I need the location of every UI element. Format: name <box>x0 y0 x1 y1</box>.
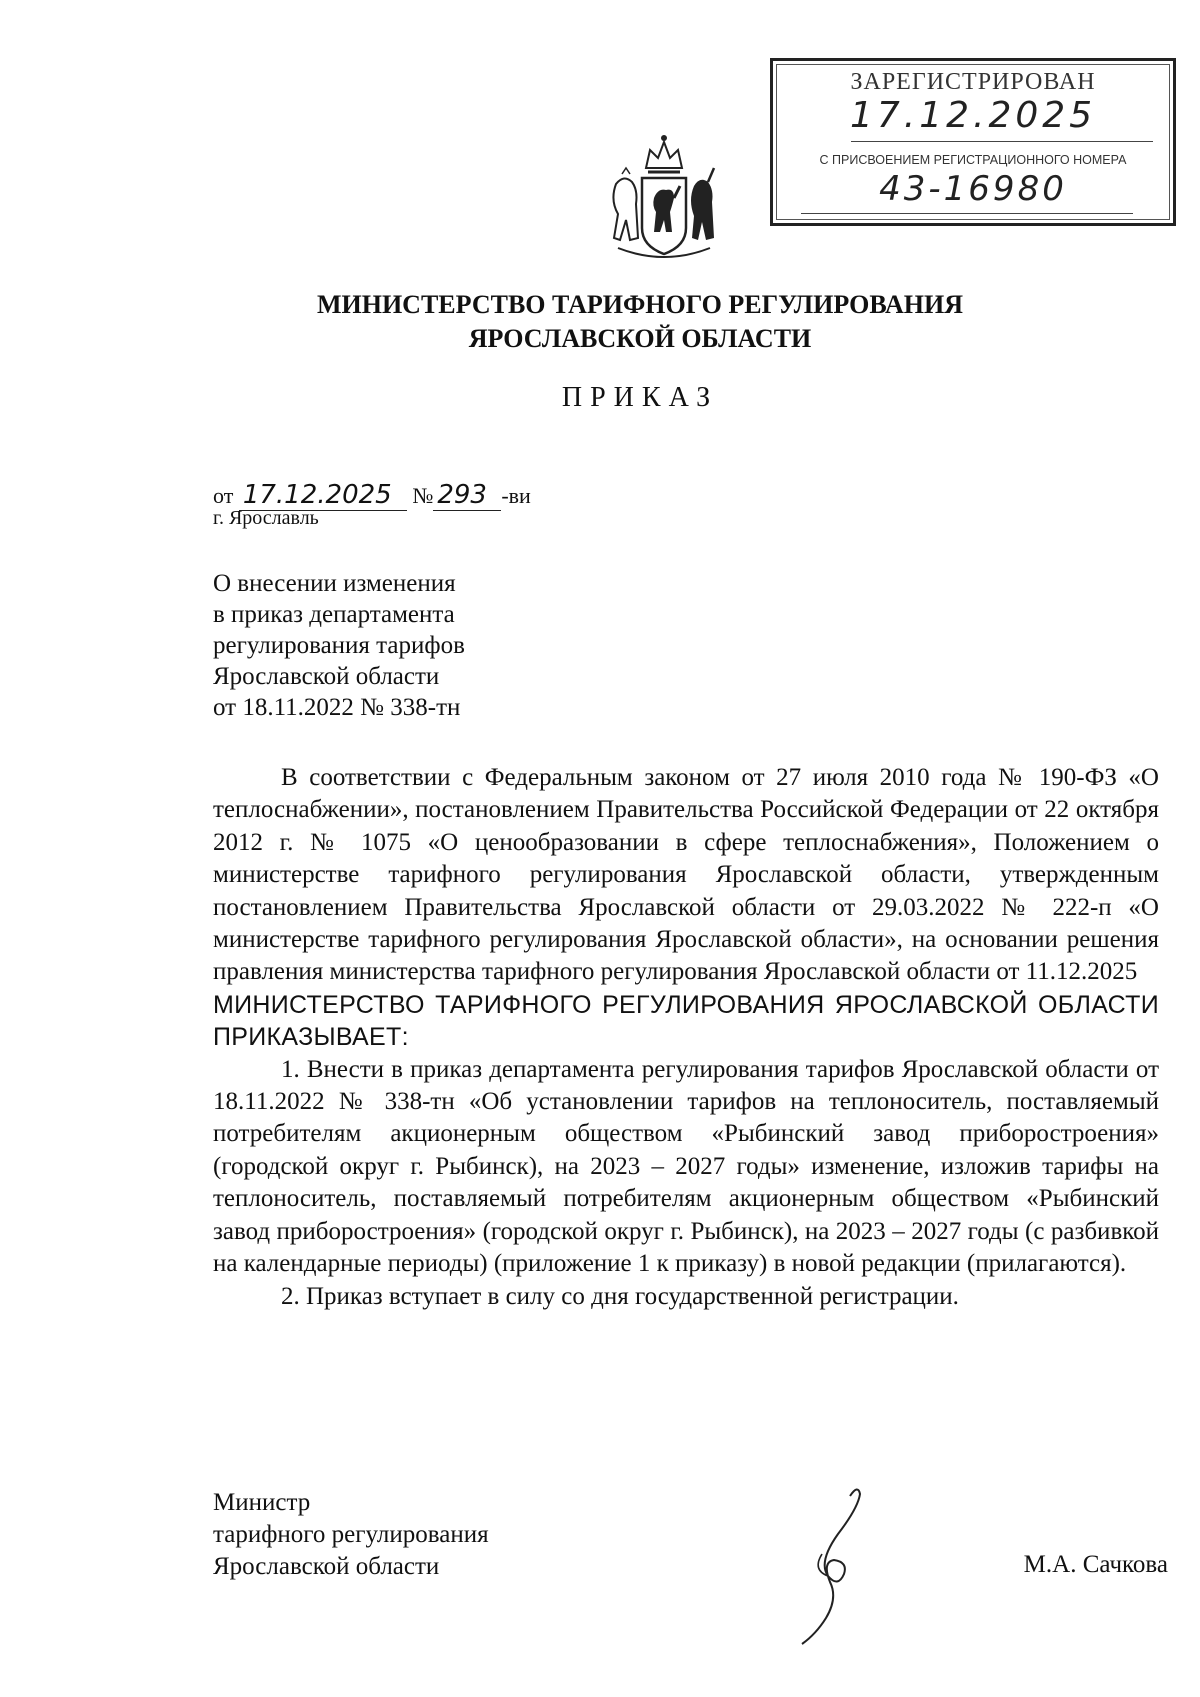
signatory-title-line: Министр <box>213 1489 311 1516</box>
order-item-1: 1. Внести в приказ департамента регулирования тарифов Ярославской области от 18.11.2022 № 338-тн «Об установлении тарифов на теплоноситель, поставляемый потребителям акционерным обществом «Рыбинский завод приборостроения» (городской округ г. Рыбинск), на 2023 – 2027 годы» изменение, изложив тарифы на теплоноситель, поставляемый потребителям акционерным обществом «Рыбинский завод приборостроения» (городской округ г. Рыбинск), на 2023 – 2027 годы (с разбивкой на календарные периоды) (приложение 1 к приказу) в новой редакции (прилагаются). <box>213 1055 1159 1278</box>
order-subject <box>213 568 465 723</box>
subject-line: регулирования тарифов <box>213 632 465 659</box>
order-from-label: от <box>213 483 234 508</box>
signatory-title-line: тарифного регулирования <box>213 1521 489 1548</box>
decree-statement: МИНИСТЕРСТВО ТАРИФНОГО РЕГУЛИРОВАНИЯ ЯРОСЛАВСКОЙ ОБЛАСТИ ПРИКАЗЫВАЕТ: <box>213 990 1159 1052</box>
ministry-name-line2: ЯРОСЛАВСКОЙ ОБЛАСТИ <box>468 324 812 353</box>
order-number-suffix: -ви <box>501 483 531 508</box>
stamp-title: ЗАРЕГИСТРИРОВАН <box>850 69 1096 95</box>
ministry-name <box>0 288 1200 356</box>
stamp-date-underline <box>851 141 1153 142</box>
signatory-title-line: Ярославской области <box>213 1553 440 1580</box>
stamp-number-underline <box>801 213 1133 214</box>
stamp-date: 17.12.2025 <box>849 95 1097 136</box>
order-body <box>213 762 1159 1313</box>
stamp-registration-number: 43-16980 <box>879 169 1067 209</box>
ministry-name-line1: МИНИСТЕРСТВО ТАРИФНОГО РЕГУЛИРОВАНИЯ <box>316 290 964 319</box>
handwritten-signature <box>788 1478 898 1648</box>
subject-line: в приказ департамента <box>213 601 455 628</box>
subject-line: от 18.11.2022 № 338-тн <box>213 694 461 721</box>
order-item-2: 2. Приказ вступает в силу со дня государственной регистрации. <box>281 1282 959 1310</box>
document-type: ПРИКАЗ <box>561 382 719 413</box>
subject-line: Ярославской области <box>213 663 440 690</box>
stamp-caption: С ПРИСВОЕНИЕМ РЕГИСТРАЦИОННОГО НОМЕРА <box>819 153 1127 167</box>
signatory-name: М.А. Сачкова <box>1023 1551 1168 1578</box>
order-number-label: № <box>412 483 434 508</box>
preamble-paragraph: В соответствии с Федеральным законом от 27 июля 2010 года № 190-ФЗ «О теплоснабжении», постановлением Правительства Российской Федерации от 22 октября 2012 г. № 1075 «О ценообразовании в сфере теплоснабжения», Положением о министерстве тарифного регулирования Ярославской области, утвержденным постановлением Правительства Ярославской области от 29.03.2022 № 222-п «О министерстве тарифного регулирования Ярославской области», на основании решения правления министерства тарифного регулирования Ярославской области от 11.12.2025 <box>213 764 1159 986</box>
signatory-title <box>213 1487 489 1583</box>
registration-stamp <box>770 58 1176 226</box>
order-city: г. Ярославль <box>213 507 319 529</box>
order-date: 17.12.2025 <box>239 480 407 511</box>
order-number: 293 <box>433 480 501 511</box>
coat-of-arms-icon <box>608 128 720 266</box>
subject-line: О внесении изменения <box>213 570 456 597</box>
